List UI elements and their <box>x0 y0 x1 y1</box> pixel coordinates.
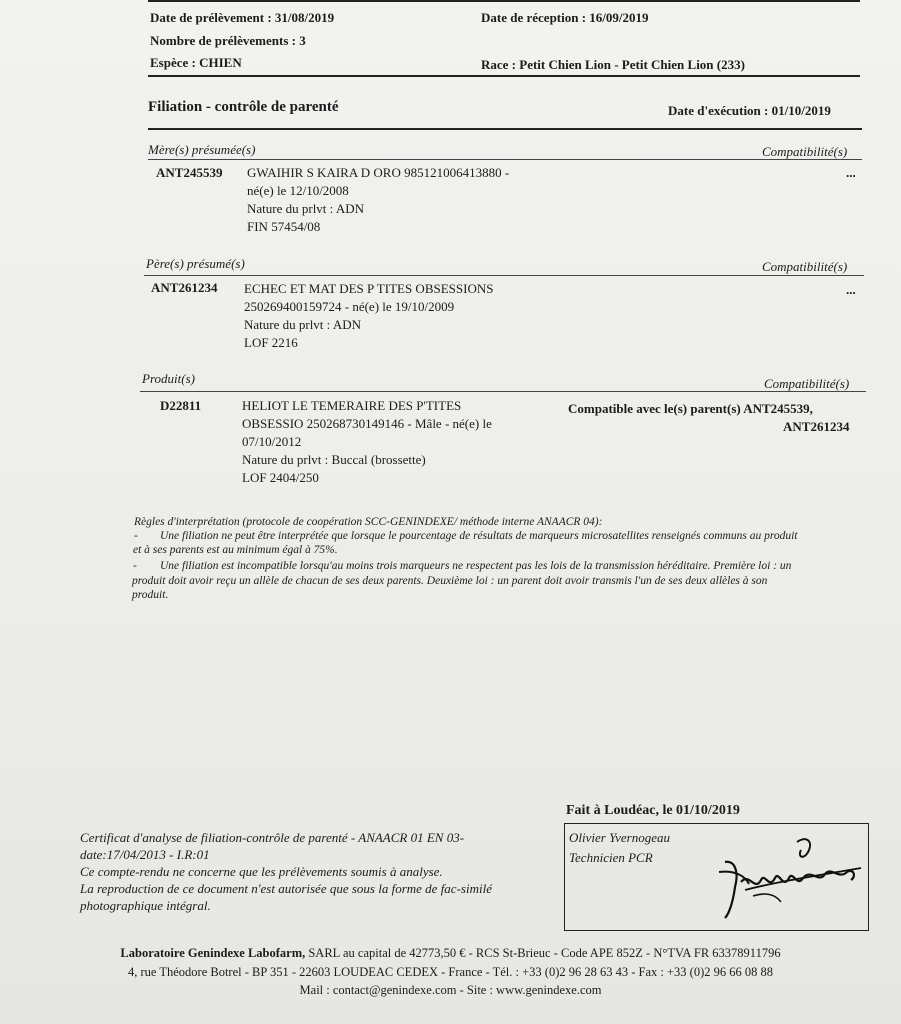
rule2-line3: produit. <box>132 589 169 601</box>
mother-code: ANT245539 <box>156 165 223 180</box>
mother-line-2: né(e) le 12/10/2008 <box>247 183 349 198</box>
footer-company-details: SARL au capital de 42773,50 € - RCS St-Brieuc - Code APE 852Z - N°TVA FR 63378911796 <box>305 946 781 960</box>
section-rule <box>148 128 862 130</box>
signer-role: Technicien PCR <box>569 850 653 865</box>
execution-date: Date d'exécution : 01/10/2019 <box>668 103 831 118</box>
father-line-1: ECHEC ET MAT DES P TITES OBSESSIONS <box>244 281 494 296</box>
product-line-4: Nature du prlvt : Buccal (brossette) <box>242 452 426 467</box>
certificate-line-5: photographique intégral. <box>80 898 211 913</box>
species <box>150 55 242 71</box>
rule2-line1: Une filiation est incompatible lorsqu'au moins trois marqueurs ne respectent pas les lois de la transmission héréditaire. Première loi : un <box>160 560 792 572</box>
mother-compat: ... <box>846 165 856 180</box>
sample-count: Nombre de prélèvements : 3 <box>150 33 306 48</box>
footer-line-1 <box>0 946 901 961</box>
father-line-2: 250269400159724 - né(e) le 19/10/2009 <box>244 299 455 314</box>
product-code: D22811 <box>160 398 202 413</box>
mother-compat-heading: Compatibilité(s) <box>762 144 848 159</box>
certificate-line-4: La reproduction de ce document n'est autorisée que sous la forme de fac-similé <box>80 881 492 896</box>
father-code: ANT261234 <box>151 280 218 295</box>
signature-box <box>564 823 869 931</box>
product-compat-line-1: Compatible avec le(s) parent(s) ANT245539, <box>568 401 813 416</box>
mother-line-1: GWAIHIR S KAIRA D ORO 985121006413880 - <box>247 165 510 180</box>
father-line-3: Nature du prlvt : ADN <box>244 317 361 332</box>
sample-date: Date de prélèvement : 31/08/2019 <box>150 10 335 25</box>
father-compat-heading: Compatibilité(s) <box>762 259 848 274</box>
footer-line-3: Mail : contact@genindexe.com - Site : www.genindexe.com <box>299 983 602 997</box>
rule1-dash: - <box>134 530 138 542</box>
section-title: Filiation - contrôle de parenté <box>148 99 339 115</box>
breed: Race : Petit Chien Lion - Petit Chien Lion (233) <box>481 57 745 72</box>
mother-rule <box>148 159 862 160</box>
mother-line-4: FIN 57454/08 <box>247 219 321 234</box>
reception-date: Date de réception : 16/09/2019 <box>481 10 649 25</box>
product-compat-line-2: ANT261234 <box>783 419 850 434</box>
rule2-dash: - <box>133 560 137 572</box>
rule1-line2: et à ses parents est au minimum égal à 75%. <box>133 544 338 556</box>
handwritten-signature <box>705 832 865 922</box>
footer-line-2: 4, rue Théodore Botrel - BP 351 - 22603 LOUDEAC CEDEX - France - Tél. : +33 (0)2 96 28 63 43 - Fax : +33 (0)2 96 66 08 88 <box>127 965 774 979</box>
footer-company: Laboratoire Genindexe Labofarm, <box>120 946 306 960</box>
species-text: Espèce : CHIEN <box>150 55 242 70</box>
product-heading: Produit(s) <box>142 371 195 386</box>
mother-line-3: Nature du prlvt : ADN <box>247 201 364 216</box>
certificate-line-1: Certificat d'analyse de filiation-contrôle de parenté - ANAACR 01 EN 03- <box>80 830 465 845</box>
product-compat-heading: Compatibilité(s) <box>764 376 850 391</box>
product-line-5: LOF 2404/250 <box>242 470 319 485</box>
top-rule <box>148 0 860 2</box>
header-rule <box>148 75 860 77</box>
place-date: Fait à Loudéac, le 01/10/2019 <box>566 803 740 818</box>
father-line-4: LOF 2216 <box>244 335 298 350</box>
product-line-3: 07/10/2012 <box>242 434 302 449</box>
product-line-1: HELIOT LE TEMERAIRE DES P'TITES <box>242 398 462 413</box>
rule2-line2: produit doit avoir reçu un allèle de chacun de ses deux parents. Deuxième loi : un parent doit avoir transmis l'un de ses deux allèles à son <box>132 575 768 587</box>
signer-name: Olivier Yvernogeau <box>569 830 670 845</box>
product-line-2: OBSESSIO 250268730149146 - Mâle - né(e) le <box>242 416 492 431</box>
father-rule <box>144 275 864 276</box>
father-heading: Père(s) présumé(s) <box>146 256 245 271</box>
father-compat: ... <box>846 282 856 297</box>
rule1-line1: Une filiation ne peut être interprétée que lorsque le pourcentage de résultats de marqueurs microsatellites renseignés communs au produit <box>160 530 798 542</box>
certificate-line-3: Ce compte-rendu ne concerne que les prélèvements soumis à analyse. <box>80 864 443 879</box>
product-rule <box>140 391 866 392</box>
mother-heading: Mère(s) présumée(s) <box>148 142 256 157</box>
certificate-line-2: date:17/04/2013 - I.R:01 <box>80 847 210 862</box>
rules-title: Règles d'interprétation (protocole de coopération SCC-GENINDEXE/ méthode interne ANAACR 04): <box>134 516 603 528</box>
